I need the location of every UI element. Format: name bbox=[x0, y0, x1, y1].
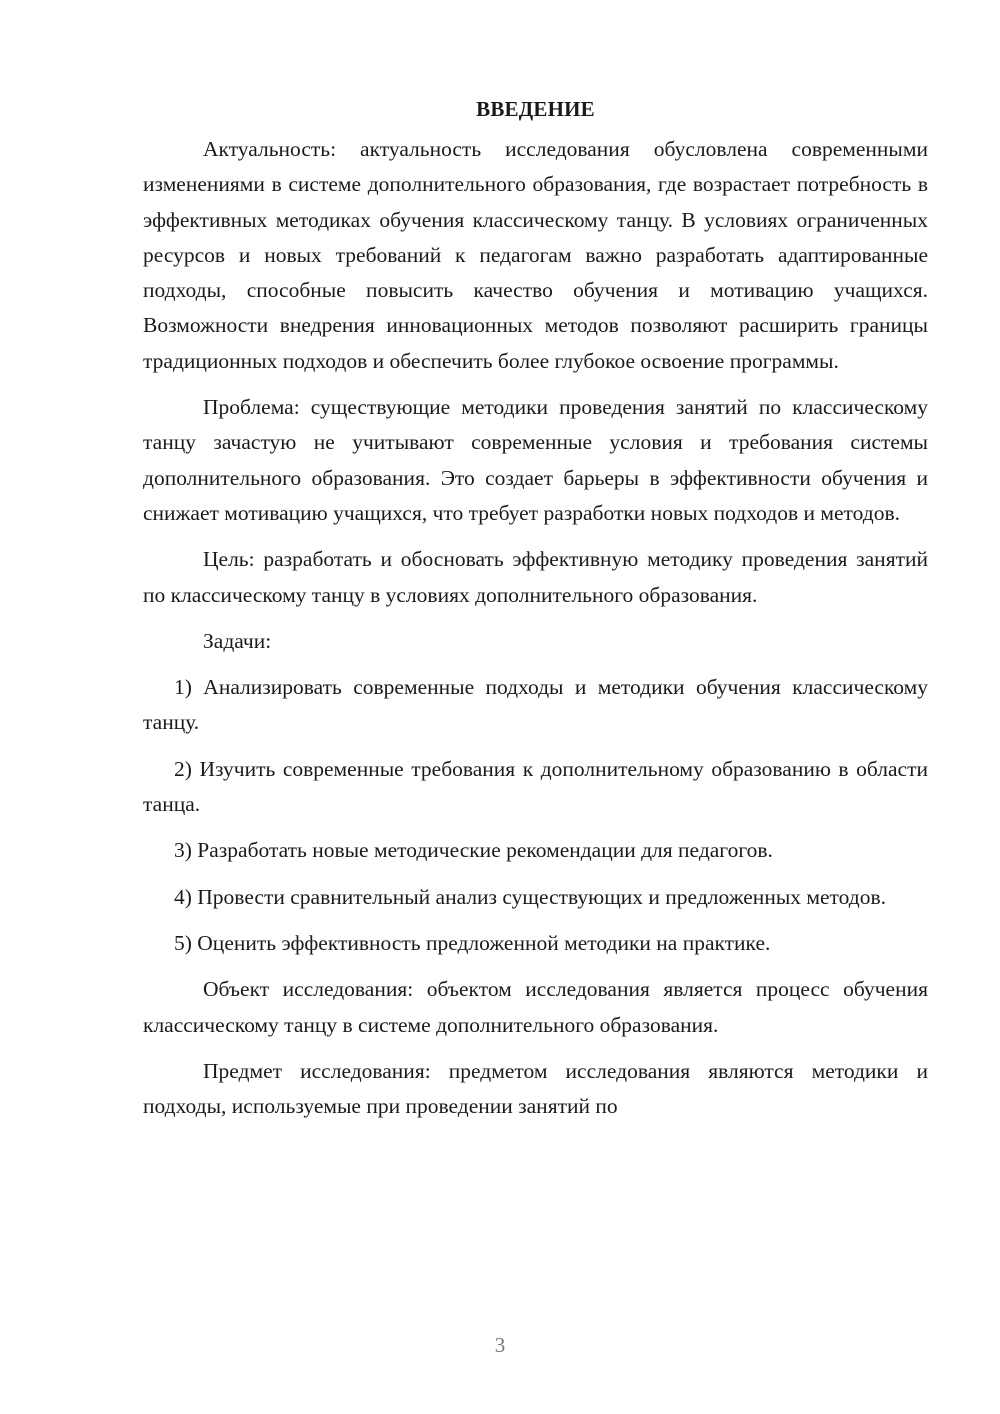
paragraph-goal: Цель: разработать и обосновать эффективную методику проведения занятий по классическому танцу в условиях дополнительного образования. bbox=[143, 547, 928, 607]
list-item: 2) Изучить современные требования к дополнительному образованию в области танца. bbox=[143, 756, 928, 817]
list-item: 5) Оценить эффективность предложенной методики на практике. bbox=[174, 930, 771, 955]
paragraph-tasks-heading: Задачи: bbox=[203, 628, 272, 653]
list-item: 4) Провести сравнительный анализ существующих и предложенных методов. bbox=[174, 884, 886, 909]
paragraph-relevance: Актуальность: актуальность исследования обусловлена современными изменениями в системе дополнительного образования, где возрастает потребность в эффективных методиках обучения классическому танцу. В условиях ограниченных ресурсов и новых требований к педагогам важно разработать адаптированные подходы, способные повысить качество обучения и мотивацию учащихся. Возможности внедрения инновационных методов позволяют расширить границы традиционных подходов и обеспечить более глубокое освоение программы. bbox=[143, 137, 928, 373]
paragraph-problem: Проблема: существующие методики проведения занятий по классическому танцу зачастую не учитывают современные условия и требования системы дополнительного образования. Это создает барьеры в эффективности обучения и снижает мотивацию учащихся, что требует разработки новых подходов и методов. bbox=[143, 395, 928, 525]
page-number: 3 bbox=[494, 1333, 506, 1357]
document-page bbox=[143, 92, 928, 1124]
paragraph-object: Объект исследования: объектом исследования является процесс обучения классическому танцу в системе дополнительного образования. bbox=[143, 977, 928, 1037]
paragraph-subject: Предмет исследования: предметом исследования являются методики и подходы, используемые при проведении занятий по bbox=[143, 1058, 928, 1119]
tasks-list bbox=[143, 670, 928, 961]
list-item: 3) Разработать новые методические рекомендации для педагогов. bbox=[174, 838, 773, 863]
section-title: ВВЕДЕНИЕ bbox=[476, 97, 595, 121]
list-item: 1) Анализировать современные подходы и методики обучения классическому танцу. bbox=[143, 675, 928, 735]
